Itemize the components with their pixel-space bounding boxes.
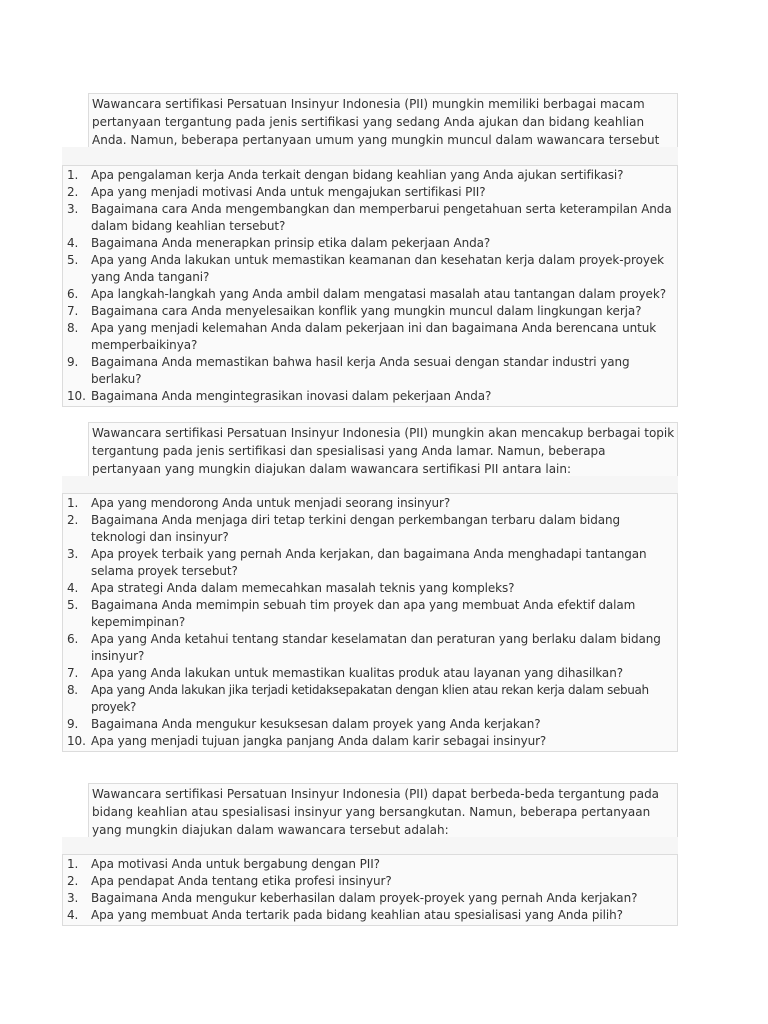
- item-text: Apa yang membuat Anda tertarik pada bidang keahlian atau spesialisasi yang Anda pilih?: [91, 908, 623, 922]
- item-number: 3.: [67, 202, 79, 216]
- intro-paragraph-2: Wawancara sertifikasi Persatuan Insinyur Indonesia (PII) mungkin akan mencakup berbagai topik tergantung pada jenis sertifikasi dan spesialisasi yang Anda lamar. Namun, beberapa pertanyaan yang mungkin diajukan dalam wawancara sertifikasi PII antara lain:: [88, 422, 678, 480]
- item-number: 1.: [67, 496, 79, 510]
- item-text: Bagaimana Anda mengukur kesuksesan dalam proyek yang Anda kerjakan?: [91, 717, 541, 731]
- list-item: [63, 201, 677, 235]
- list-item: [63, 320, 677, 354]
- item-text: Bagaimana Anda mengukur keberhasilan dalam proyek-proyek yang pernah Anda kerjakan?: [91, 891, 638, 905]
- item-number: 10.: [67, 389, 86, 403]
- list-item: [63, 512, 677, 546]
- item-text: Bagaimana Anda mengintegrasikan inovasi dalam pekerjaan Anda?: [91, 389, 492, 403]
- item-number: 3.: [67, 547, 79, 561]
- item-number: 6.: [67, 287, 79, 301]
- item-number: 9.: [67, 355, 79, 369]
- item-number: 8.: [67, 321, 79, 335]
- item-text: Bagaimana Anda menjaga diri tetap terkini dengan perkembangan terbaru dalam bidang teknologi dan insinyur?: [91, 513, 621, 544]
- item-number: 5.: [67, 598, 79, 612]
- item-text: Apa pendapat Anda tentang etika profesi insinyur?: [91, 874, 392, 888]
- item-text: Apa motivasi Anda untuk bergabung dengan PII?: [91, 857, 380, 871]
- item-number: 8.: [67, 683, 78, 697]
- item-number: 3.: [67, 891, 79, 905]
- question-list-3: [62, 854, 678, 926]
- list-item: [63, 252, 677, 286]
- item-text: Apa yang menjadi tujuan jangka panjang Anda dalam karir sebagai insinyur?: [91, 734, 547, 748]
- list-item: [63, 167, 677, 184]
- list-item: [63, 354, 677, 388]
- item-number: 4.: [67, 581, 79, 595]
- list-item: [63, 716, 677, 733]
- item-number: 4.: [67, 908, 79, 922]
- list-item: [63, 303, 677, 320]
- item-text: Apa proyek terbaik yang pernah Anda kerjakan, dan bagaimana Anda menghadapi tantangan selama proyek tersebut?: [91, 547, 647, 578]
- item-number: 4.: [67, 236, 79, 250]
- item-text: Apa yang menjadi kelemahan Anda dalam pekerjaan ini dan bagaimana Anda berencana untuk memperbaikinya?: [91, 321, 657, 352]
- item-text: Apa yang Anda lakukan untuk memastikan keamanan dan kesehatan kerja dalam proyek-proyek yang Anda tangani?: [91, 253, 664, 284]
- paragraph-spacer-3: [62, 837, 678, 855]
- item-text: Apa pengalaman kerja Anda terkait dengan bidang keahlian yang Anda ajukan sertifikasi?: [91, 168, 624, 182]
- item-number: 10.: [67, 734, 86, 748]
- item-text: Bagaimana Anda menerapkan prinsip etika dalam pekerjaan Anda?: [91, 236, 491, 250]
- list-item: [63, 682, 677, 716]
- list-item: [63, 597, 677, 631]
- item-number: 2.: [67, 874, 79, 888]
- list-item: [63, 856, 677, 873]
- item-text: Apa yang Anda ketahui tentang standar keselamatan dan peraturan yang berlaku dalam bidang insinyur?: [91, 632, 661, 663]
- list-item: [63, 495, 677, 512]
- item-text: Apa yang mendorong Anda untuk menjadi seorang insinyur?: [91, 496, 451, 510]
- list-item: [63, 184, 677, 201]
- item-number: 1.: [67, 168, 79, 182]
- item-text: Bagaimana cara Anda mengembangkan dan memperbarui pengetahuan serta keterampilan Anda dalam bidang keahlian tersebut?: [91, 202, 672, 233]
- list-item: [63, 907, 677, 924]
- list-item: [63, 665, 677, 682]
- list-item: [63, 733, 677, 750]
- list-item: [63, 286, 677, 303]
- item-text: Bagaimana Anda memimpin sebuah tim proyek dan apa yang membuat Anda efektif dalam kepemimpinan?: [91, 598, 636, 629]
- list-item: [63, 546, 677, 580]
- item-number: 6.: [67, 632, 79, 646]
- item-number: 9.: [67, 717, 79, 731]
- paragraph-spacer-1: [62, 147, 678, 165]
- item-text: Apa yang Anda lakukan untuk memastikan kualitas produk atau layanan yang dihasilkan?: [91, 666, 623, 680]
- item-text: Bagaimana Anda memastikan bahwa hasil kerja Anda sesuai dengan standar industri yang berlaku?: [91, 355, 630, 386]
- item-text: Apa yang menjadi motivasi Anda untuk mengajukan sertifikasi PII?: [91, 185, 486, 199]
- list-item: [63, 235, 677, 252]
- item-text: Apa langkah-langkah yang Anda ambil dalam mengatasi masalah atau tantangan dalam proyek?: [91, 287, 666, 301]
- item-number: 1.: [67, 857, 79, 871]
- item-number: 7.: [67, 304, 79, 318]
- item-text: Apa yang Anda lakukan jika terjadi ketidaksepakatan dengan klien atau rekan kerja dalam sebuah proyek?: [91, 683, 649, 714]
- item-number: 5.: [67, 253, 79, 267]
- paragraph-spacer-2: [62, 476, 678, 494]
- list-item: [63, 890, 677, 907]
- item-text: Apa strategi Anda dalam memecahkan masalah teknis yang kompleks?: [91, 581, 515, 595]
- item-number: 2.: [67, 513, 79, 527]
- item-number: 7.: [67, 666, 79, 680]
- question-list-2: [62, 493, 678, 752]
- intro-paragraph-3: Wawancara sertifikasi Persatuan Insinyur Indonesia (PII) dapat berbeda-beda tergantung pada bidang keahlian atau spesialisasi insinyur yang bersangkutan. Namun, beberapa pertanyaan yang mungkin diajukan dalam wawancara tersebut adalah:: [88, 783, 678, 841]
- item-text: Bagaimana cara Anda menyelesaikan konflik yang mungkin muncul dalam lingkungan kerja?: [91, 304, 642, 318]
- intro-paragraph-1: Wawancara sertifikasi Persatuan Insinyur Indonesia (PII) mungkin memiliki berbagai macam pertanyaan tergantung pada jenis sertifikasi yang sedang Anda ajukan dan bidang keahlian Anda. Namun, beberapa pertanyaan umum yang mungkin muncul dalam wawancara tersebut: [88, 93, 678, 169]
- question-list-1: [62, 165, 678, 407]
- list-item: [63, 388, 677, 405]
- item-number: 2.: [67, 185, 79, 199]
- list-item: [63, 631, 677, 665]
- list-item: [63, 873, 677, 890]
- list-item: [63, 580, 677, 597]
